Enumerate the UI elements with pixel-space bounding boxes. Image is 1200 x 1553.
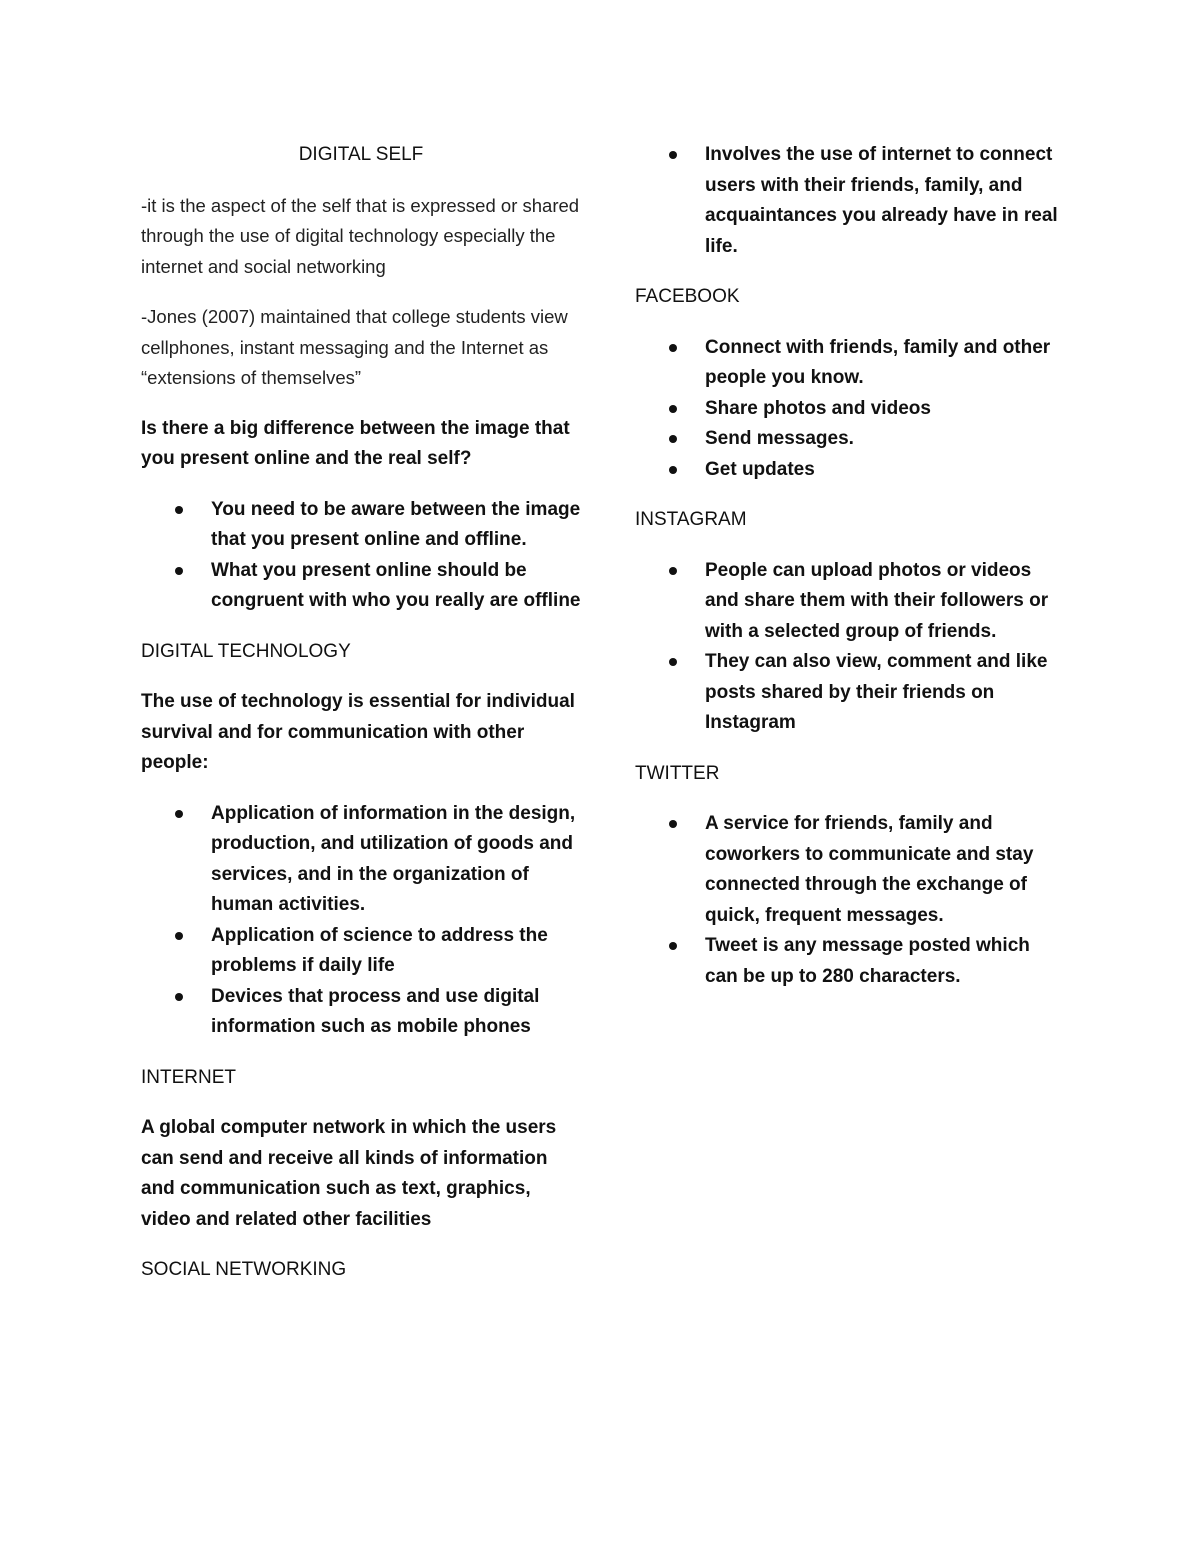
list-item-text: Tweet is any message posted which can be up to 280 characters. (705, 935, 1030, 987)
bullet-icon (669, 658, 677, 666)
bullet-icon (669, 405, 677, 413)
list-item-text: They can also view, comment and like posts shared by their friends on Instagram (705, 651, 1048, 733)
digital-technology-paragraph: The use of technology is essential for individual survival and for communication with other people: (141, 691, 575, 773)
bullet-icon (669, 567, 677, 575)
bullet-icon (175, 567, 183, 575)
bullet-icon (175, 810, 183, 818)
list-item (705, 140, 1065, 262)
jones-citation: -Jones (2007) maintained that college students view cellphones, instant messaging and the Internet as “extensions of themselves” (141, 306, 568, 388)
list-item (211, 556, 581, 617)
bullet-icon (175, 993, 183, 1001)
bullet-icon (669, 466, 677, 474)
bullet-icon (175, 932, 183, 940)
list-item (211, 495, 581, 556)
list-item (705, 424, 1065, 455)
facebook-bullet-list (635, 333, 1065, 486)
question-bullet-list (141, 495, 581, 617)
digital-technology-bullet-list (141, 799, 581, 1043)
digital-technology-heading: DIGITAL TECHNOLOGY (141, 640, 351, 662)
bullet-icon (669, 151, 677, 159)
list-item (705, 394, 1065, 425)
bullet-icon (669, 942, 677, 950)
list-item (211, 921, 581, 982)
twitter-heading: TWITTER (635, 762, 720, 784)
list-item-text: Devices that process and use digital information such as mobile phones (211, 985, 540, 1037)
list-item (705, 333, 1065, 394)
list-item-text: Connect with friends, family and other people you know. (705, 336, 1051, 388)
twitter-bullet-list (635, 809, 1065, 992)
bullet-icon (175, 506, 183, 514)
right-column (635, 140, 1065, 1012)
bullet-icon (669, 435, 677, 443)
facebook-heading: FACEBOOK (635, 286, 740, 307)
list-item (705, 931, 1065, 992)
instagram-bullet-list (635, 556, 1065, 739)
list-item (211, 982, 581, 1043)
list-item-text: Application of information in the design, production, and utilization of goods and services, and in the organization of human activities. (211, 802, 576, 915)
list-item-text: Application of science to address the problems if daily life (211, 924, 548, 976)
internet-paragraph: A global computer network in which the users can send and receive all kinds of information and communication such as text, graphics, video and related other facilities (141, 1117, 557, 1230)
list-item (211, 799, 581, 921)
instagram-heading: INSTAGRAM (635, 509, 747, 530)
list-item (705, 809, 1065, 931)
list-item (705, 647, 1065, 739)
question-heading: Is there a big difference between the image that you present online and the real self? (141, 417, 570, 469)
list-item-text: Involves the use of internet to connect users with their friends, family, and acquaintances you already have in real life. (705, 144, 1058, 257)
list-item (705, 455, 1065, 486)
list-item-text: Send messages. (705, 428, 854, 449)
list-item-text: Get updates (705, 458, 815, 480)
list-item-text: You need to be aware between the image that you present online and offline. (211, 498, 581, 550)
page-title: DIGITAL SELF (298, 144, 424, 165)
list-item-text: A service for friends, family and coworkers to communicate and stay connected through the exchange of quick, frequent messages. (705, 813, 1034, 926)
social-networking-bullet-list (635, 140, 1065, 262)
list-item-text: What you present online should be congruent with who you really are offline (211, 559, 581, 611)
left-column (141, 140, 581, 1306)
list-item-text: People can upload photos or videos and share them with their followers or with a selected group of friends. (705, 559, 1049, 642)
list-item (705, 556, 1065, 648)
bullet-icon (669, 344, 677, 352)
internet-heading: INTERNET (141, 1066, 236, 1088)
social-networking-heading: SOCIAL NETWORKING (141, 1259, 347, 1280)
list-item-text: Share photos and videos (705, 397, 931, 419)
digital-self-definition: -it is the aspect of the self that is expressed or shared through the use of digital technology especially the internet and social networking (141, 194, 580, 277)
bullet-icon (669, 820, 677, 828)
